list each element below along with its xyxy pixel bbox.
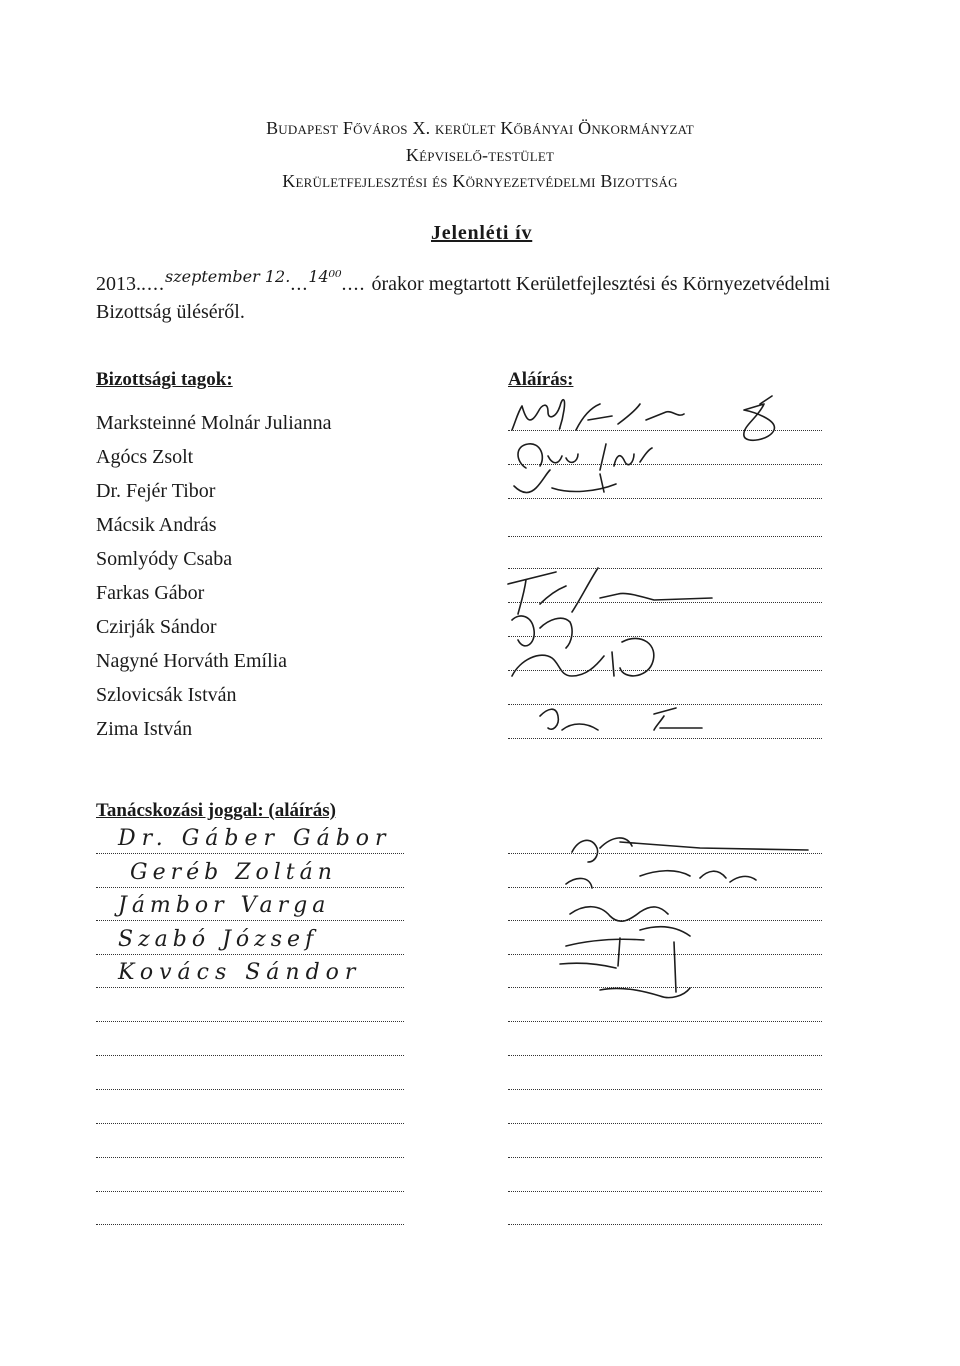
signature-scribble <box>744 396 775 440</box>
member-name: Mácsik András <box>96 514 217 536</box>
signature-scribble <box>654 708 702 730</box>
signature-scribble <box>572 838 808 862</box>
signature-scribble <box>566 871 756 888</box>
member-name: Somlyódy Csaba <box>96 548 233 570</box>
member-name: Zima István <box>96 718 193 740</box>
advisory-heading: Tanácskozási joggal: (aláírás) <box>96 800 336 821</box>
member-name: Czirják Sándor <box>96 616 217 638</box>
advisory-name-handwritten: Szabó József <box>118 927 319 952</box>
advisory-name-handwritten: Geréb Zoltán <box>130 860 337 885</box>
header-line-2: Képviselő-testület <box>405 145 555 165</box>
signature-scribble <box>560 927 690 992</box>
signature-scribble <box>514 470 616 492</box>
signature-scribble <box>512 638 654 676</box>
signature-heading: Aláírás: <box>508 369 574 390</box>
signature-scribble <box>512 400 565 430</box>
handwritten-time: 14⁰⁰ <box>308 267 342 286</box>
signature-scribble <box>508 568 712 614</box>
date-line-2: Bizottság üléséről. <box>96 301 245 323</box>
signature-scribble <box>600 444 652 470</box>
signature-scribble <box>512 616 572 648</box>
signature-scribble <box>570 907 668 922</box>
member-name: Farkas Gábor <box>96 582 205 604</box>
document-title: Jelenléti ív <box>431 222 533 244</box>
member-name: Agócs Zsolt <box>96 446 194 468</box>
member-name: Marksteinné Molnár Julianna <box>96 412 332 434</box>
signature-scribble <box>576 404 684 430</box>
signature-scribble <box>518 444 578 468</box>
date-line-rest: órakor megtartott Kerületfejlesztési és Környezetvédelmi <box>371 273 831 295</box>
members-heading: Bizottsági tagok: <box>96 369 233 390</box>
date-year: 2013. <box>96 273 141 295</box>
date-line: 2013.....$^{szeptember 12.}$...$^{14^{00}}$.... órakor megtartott Kerületfejlesztési és Környezetvédelmi <box>96 267 831 295</box>
member-name: Szlovicsák István <box>96 684 237 706</box>
header-line-1: Budapest Főváros X. kerület Kőbányai Önkormányzat <box>266 118 694 138</box>
header-line-3: Kerületfejlesztési és Környezetvédelmi Bizottság <box>282 171 678 191</box>
handwritten-date: szeptember 12. <box>165 267 291 286</box>
member-name: Dr. Fejér Tibor <box>96 480 216 502</box>
signature-scribble <box>540 709 598 730</box>
advisory-name-handwritten: Dr. Gáber Gábor <box>118 826 392 851</box>
member-name: Nagyné Horváth Emília <box>96 650 288 672</box>
advisory-name-handwritten: Kovács Sándor <box>118 960 362 985</box>
advisory-name-handwritten: Jámbor Varga <box>118 893 331 918</box>
